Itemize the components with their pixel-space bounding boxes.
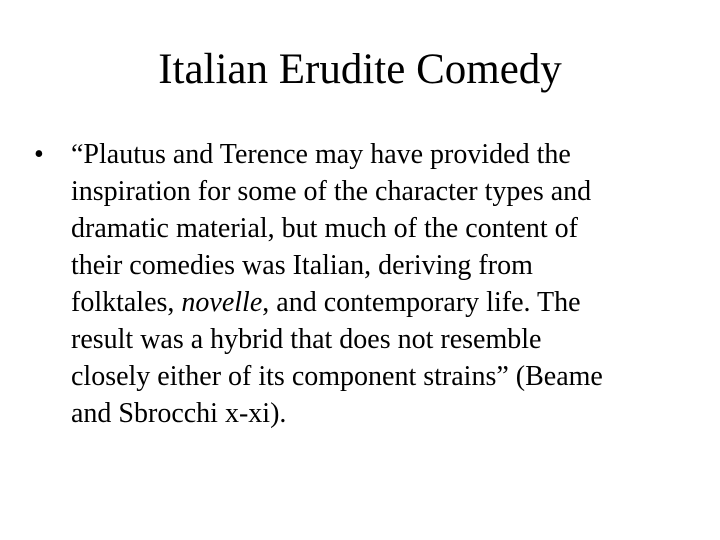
quote-line: their comedies was Italian, deriving from xyxy=(71,250,533,281)
slide-title: Italian Erudite Comedy xyxy=(158,46,562,93)
citation-line: and Sbrocchi x-xi). xyxy=(71,398,287,429)
quote-line: result was a hybrid that does not resemble xyxy=(71,324,542,355)
quote-line: dramatic material, but much of the content of xyxy=(71,213,578,244)
quote-text-segment: folktales, xyxy=(71,287,182,318)
quote-line: inspiration for some of the character types and xyxy=(71,176,592,207)
quote-line: “Plautus and Terence may have provided the xyxy=(71,139,571,170)
bullet-icon: • xyxy=(34,139,44,170)
quote-line-with-italic xyxy=(71,284,694,321)
quote-text-segment: , and contemporary life. The xyxy=(262,287,581,318)
quote-line: closely either of its component strains” (Beame xyxy=(71,361,603,392)
italic-term-novelle: novelle xyxy=(181,287,263,318)
quote-bullet xyxy=(34,136,694,432)
bullet-list xyxy=(34,136,694,432)
